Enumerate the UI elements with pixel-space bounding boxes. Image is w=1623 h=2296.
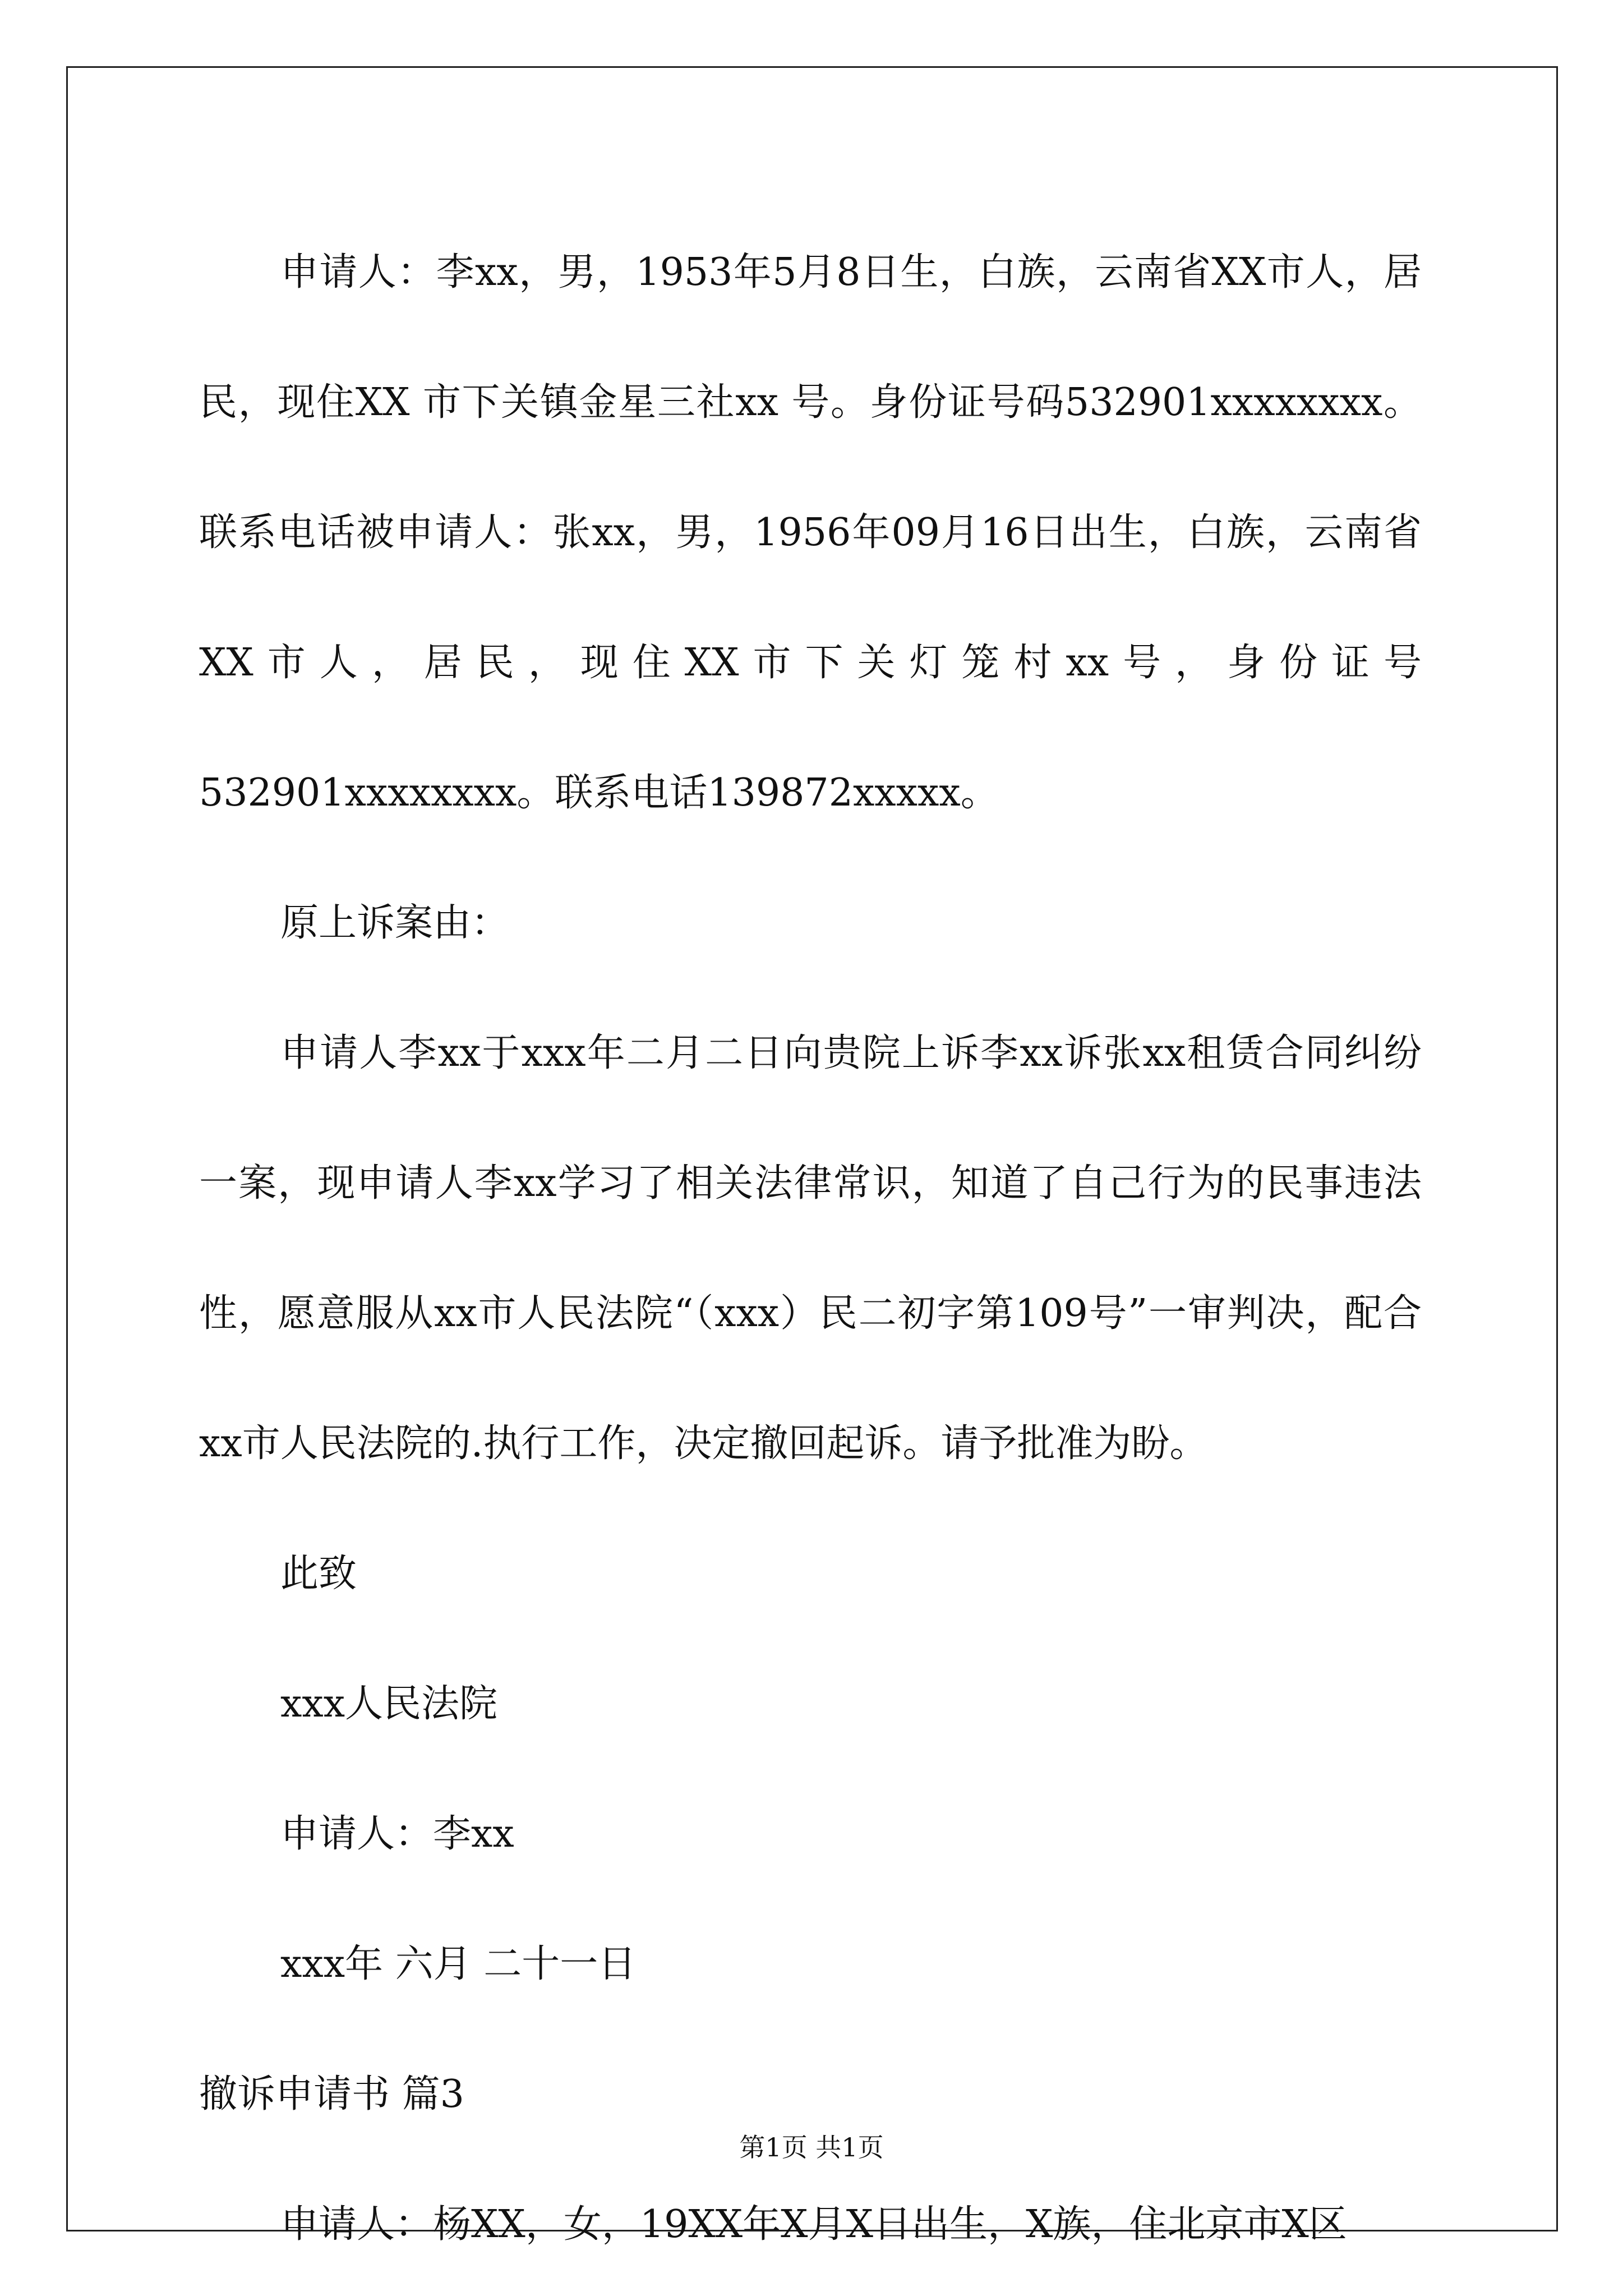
signature-date: xxx年 六月 二十一日 (280, 1942, 637, 1986)
applicant-info-paragraph: 申请人：李xx，男，1953年5月8日生，白族，云南省XX市人，居民，现住XX 市下关镇金星三社xx 号。身份证号码532901xxxxxxxx。联系电话被申请人：张xx，男，1956年09月16日出生，白族，云南省XX市人，居民，现住XX市下关灯笼村xx号，身份证号532901xxxxxxxx。联系电话139872xxxxx。 (199, 250, 1422, 815)
applicant-info-paragraph-2: 申请人：杨XX，女，19XX年X月X日出生，X族，住北京市X区 (280, 2202, 1347, 2247)
case-cause-label: 原上诉案由： (280, 901, 510, 945)
recipient-court: xxx人民法院 (280, 1682, 498, 1726)
page-footer: 第1页 共1页 (739, 2132, 884, 2162)
document-body (199, 208, 1422, 2290)
salutation: 此致 (280, 1552, 357, 1596)
signature-applicant: 申请人：李xx (280, 1812, 514, 1856)
withdrawal-statement-paragraph: 申请人李xx于xxx年二月二日向贵院上诉李xx诉张xx租赁合同纠纷一案，现申请人李xx学习了相关法律常识，知道了自己行为的民事违法性，愿意服从xx市人民法院“（xxx）民二初字第109号”一审判决，配合xx市人民法院的.执行工作，决定撤回起诉。请予批准为盼。 (199, 1031, 1422, 1466)
section-heading: 撤诉申请书 篇3 (199, 2072, 464, 2116)
